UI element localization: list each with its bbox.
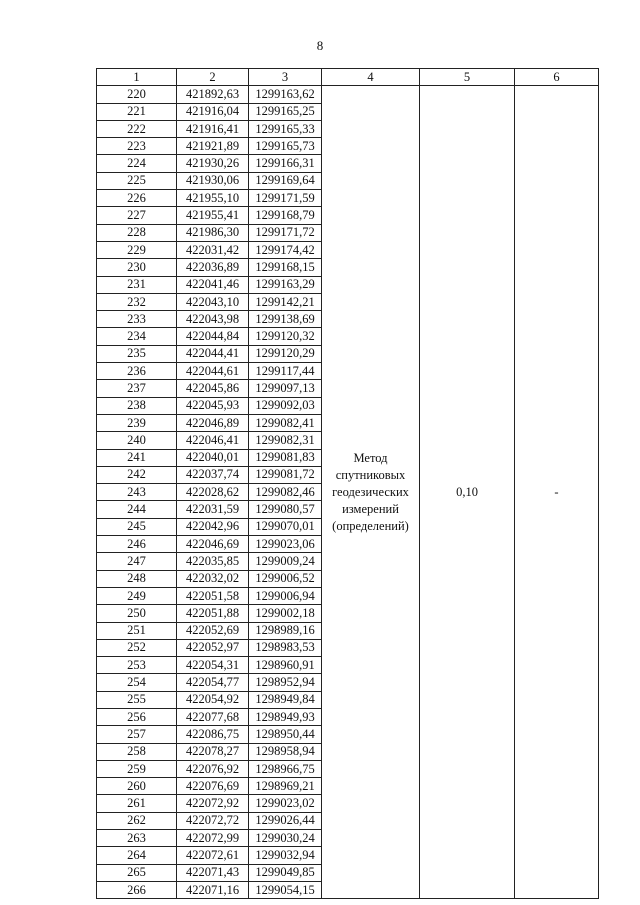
point-number-cell: 228: [97, 224, 177, 241]
y-coordinate-cell: 1299023,06: [249, 536, 322, 553]
point-number-cell: 252: [97, 639, 177, 656]
point-number-cell: 227: [97, 207, 177, 224]
x-coordinate-cell: 421955,41: [177, 207, 249, 224]
y-coordinate-cell: 1298949,84: [249, 691, 322, 708]
y-coordinate-cell: 1299117,44: [249, 363, 322, 380]
y-coordinate-cell: 1299026,44: [249, 812, 322, 829]
y-coordinate-cell: 1299165,73: [249, 138, 322, 155]
point-number-cell: 239: [97, 414, 177, 431]
point-number-cell: 224: [97, 155, 177, 172]
y-coordinate-cell: 1299163,62: [249, 86, 322, 103]
point-number-cell: 249: [97, 587, 177, 604]
column6-cell: -: [515, 86, 599, 899]
x-coordinate-cell: 422072,72: [177, 812, 249, 829]
y-coordinate-cell: 1299120,32: [249, 328, 322, 345]
y-coordinate-cell: 1299165,25: [249, 103, 322, 120]
point-number-cell: 247: [97, 553, 177, 570]
y-coordinate-cell: 1299168,79: [249, 207, 322, 224]
point-number-cell: 261: [97, 795, 177, 812]
column-header-6: 6: [515, 69, 599, 86]
point-number-cell: 233: [97, 311, 177, 328]
point-number-cell: 246: [97, 536, 177, 553]
point-number-cell: 220: [97, 86, 177, 103]
table-body: [97, 86, 599, 899]
method-cell: [322, 86, 420, 899]
x-coordinate-cell: 422043,98: [177, 311, 249, 328]
x-coordinate-cell: 421930,26: [177, 155, 249, 172]
point-number-cell: 258: [97, 743, 177, 760]
point-number-cell: 226: [97, 190, 177, 207]
y-coordinate-cell: 1298960,91: [249, 657, 322, 674]
x-coordinate-cell: 422037,74: [177, 466, 249, 483]
y-coordinate-cell: 1299002,18: [249, 605, 322, 622]
y-coordinate-cell: 1299070,01: [249, 518, 322, 535]
coordinates-table: [96, 68, 599, 899]
y-coordinate-cell: 1299082,31: [249, 432, 322, 449]
point-number-cell: 234: [97, 328, 177, 345]
page-number: 8: [316, 38, 324, 53]
y-coordinate-cell: 1299163,29: [249, 276, 322, 293]
point-number-cell: 255: [97, 691, 177, 708]
y-coordinate-cell: 1299023,02: [249, 795, 322, 812]
y-coordinate-cell: 1298950,44: [249, 726, 322, 743]
x-coordinate-cell: 422036,89: [177, 259, 249, 276]
y-coordinate-cell: 1299032,94: [249, 847, 322, 864]
table-header-row: [97, 69, 599, 86]
point-number-cell: 262: [97, 812, 177, 829]
x-coordinate-cell: 421930,06: [177, 172, 249, 189]
point-number-cell: 245: [97, 518, 177, 535]
point-number-cell: 221: [97, 103, 177, 120]
table-row: [97, 86, 599, 103]
x-coordinate-cell: 421955,10: [177, 190, 249, 207]
point-number-cell: 266: [97, 881, 177, 898]
point-number-cell: 265: [97, 864, 177, 881]
x-coordinate-cell: 422076,92: [177, 760, 249, 777]
point-number-cell: 253: [97, 657, 177, 674]
x-coordinate-cell: 422035,85: [177, 553, 249, 570]
point-number-cell: 264: [97, 847, 177, 864]
x-coordinate-cell: 422046,69: [177, 536, 249, 553]
x-coordinate-cell: 422046,41: [177, 432, 249, 449]
x-coordinate-cell: 422044,41: [177, 345, 249, 362]
y-coordinate-cell: 1299169,64: [249, 172, 322, 189]
method-line: Метод: [353, 450, 388, 465]
point-number-cell: 232: [97, 293, 177, 310]
y-coordinate-cell: 1299097,13: [249, 380, 322, 397]
x-coordinate-cell: 422042,96: [177, 518, 249, 535]
x-coordinate-cell: 421892,63: [177, 86, 249, 103]
x-coordinate-cell: 421921,89: [177, 138, 249, 155]
x-coordinate-cell: 422071,43: [177, 864, 249, 881]
x-coordinate-cell: 422077,68: [177, 708, 249, 725]
y-coordinate-cell: 1299081,83: [249, 449, 322, 466]
point-number-cell: 244: [97, 501, 177, 518]
point-number-cell: 223: [97, 138, 177, 155]
point-number-cell: 238: [97, 397, 177, 414]
y-coordinate-cell: 1298983,53: [249, 639, 322, 656]
point-number-cell: 231: [97, 276, 177, 293]
method-line: геодезических: [332, 484, 409, 499]
y-coordinate-cell: 1298949,93: [249, 708, 322, 725]
point-number-cell: 235: [97, 345, 177, 362]
column-header-3: 3: [249, 69, 322, 86]
y-coordinate-cell: 1298966,75: [249, 760, 322, 777]
point-number-cell: 256: [97, 708, 177, 725]
x-coordinate-cell: 422086,75: [177, 726, 249, 743]
point-number-cell: 229: [97, 241, 177, 258]
y-coordinate-cell: 1299138,69: [249, 311, 322, 328]
y-coordinate-cell: 1299030,24: [249, 830, 322, 847]
x-coordinate-cell: 422052,97: [177, 639, 249, 656]
point-number-cell: 240: [97, 432, 177, 449]
y-coordinate-cell: 1299142,21: [249, 293, 322, 310]
y-coordinate-cell: 1299120,29: [249, 345, 322, 362]
y-coordinate-cell: 1299006,94: [249, 587, 322, 604]
column-header-2: 2: [177, 69, 249, 86]
x-coordinate-cell: 422051,58: [177, 587, 249, 604]
column-header-1: 1: [97, 69, 177, 86]
x-coordinate-cell: 422046,89: [177, 414, 249, 431]
y-coordinate-cell: 1299049,85: [249, 864, 322, 881]
point-number-cell: 237: [97, 380, 177, 397]
point-number-cell: 236: [97, 363, 177, 380]
x-coordinate-cell: 422054,31: [177, 657, 249, 674]
x-coordinate-cell: 422044,84: [177, 328, 249, 345]
y-coordinate-cell: 1299174,42: [249, 241, 322, 258]
x-coordinate-cell: 422072,99: [177, 830, 249, 847]
x-coordinate-cell: 422044,61: [177, 363, 249, 380]
y-coordinate-cell: 1298952,94: [249, 674, 322, 691]
x-coordinate-cell: 422078,27: [177, 743, 249, 760]
x-coordinate-cell: 421916,41: [177, 120, 249, 137]
point-number-cell: 254: [97, 674, 177, 691]
y-coordinate-cell: 1298989,16: [249, 622, 322, 639]
x-coordinate-cell: 422045,86: [177, 380, 249, 397]
point-number-cell: 243: [97, 484, 177, 501]
y-coordinate-cell: 1299082,46: [249, 484, 322, 501]
point-number-cell: 241: [97, 449, 177, 466]
x-coordinate-cell: 422071,16: [177, 881, 249, 898]
x-coordinate-cell: 422043,10: [177, 293, 249, 310]
y-coordinate-cell: 1299009,24: [249, 553, 322, 570]
point-number-cell: 242: [97, 466, 177, 483]
y-coordinate-cell: 1299080,57: [249, 501, 322, 518]
column-header-4: 4: [322, 69, 420, 86]
x-coordinate-cell: 422041,46: [177, 276, 249, 293]
y-coordinate-cell: 1299171,59: [249, 190, 322, 207]
x-coordinate-cell: 422072,61: [177, 847, 249, 864]
y-coordinate-cell: 1299166,31: [249, 155, 322, 172]
point-number-cell: 263: [97, 830, 177, 847]
y-coordinate-cell: 1299171,72: [249, 224, 322, 241]
x-coordinate-cell: 422031,42: [177, 241, 249, 258]
method-line: (определений): [332, 518, 409, 533]
point-number-cell: 248: [97, 570, 177, 587]
point-number-cell: 259: [97, 760, 177, 777]
y-coordinate-cell: 1299081,72: [249, 466, 322, 483]
column-header-5: 5: [420, 69, 515, 86]
point-number-cell: 225: [97, 172, 177, 189]
point-number-cell: 260: [97, 778, 177, 795]
y-coordinate-cell: 1299054,15: [249, 881, 322, 898]
point-number-cell: 230: [97, 259, 177, 276]
method-line: измерений: [342, 501, 399, 516]
y-coordinate-cell: 1298958,94: [249, 743, 322, 760]
x-coordinate-cell: 422051,88: [177, 605, 249, 622]
x-coordinate-cell: 421986,30: [177, 224, 249, 241]
method-line: спутниковых: [335, 467, 406, 482]
point-number-cell: 257: [97, 726, 177, 743]
y-coordinate-cell: 1299168,15: [249, 259, 322, 276]
x-coordinate-cell: 422031,59: [177, 501, 249, 518]
point-number-cell: 250: [97, 605, 177, 622]
accuracy-cell: 0,10: [420, 86, 515, 899]
x-coordinate-cell: 422045,93: [177, 397, 249, 414]
y-coordinate-cell: 1299165,33: [249, 120, 322, 137]
x-coordinate-cell: 422052,69: [177, 622, 249, 639]
y-coordinate-cell: 1299006,52: [249, 570, 322, 587]
x-coordinate-cell: 422076,69: [177, 778, 249, 795]
x-coordinate-cell: 421916,04: [177, 103, 249, 120]
x-coordinate-cell: 422054,92: [177, 691, 249, 708]
y-coordinate-cell: 1298969,21: [249, 778, 322, 795]
x-coordinate-cell: 422040,01: [177, 449, 249, 466]
x-coordinate-cell: 422054,77: [177, 674, 249, 691]
y-coordinate-cell: 1299092,03: [249, 397, 322, 414]
x-coordinate-cell: 422032,02: [177, 570, 249, 587]
point-number-cell: 222: [97, 120, 177, 137]
x-coordinate-cell: 422028,62: [177, 484, 249, 501]
point-number-cell: 251: [97, 622, 177, 639]
x-coordinate-cell: 422072,92: [177, 795, 249, 812]
y-coordinate-cell: 1299082,41: [249, 414, 322, 431]
